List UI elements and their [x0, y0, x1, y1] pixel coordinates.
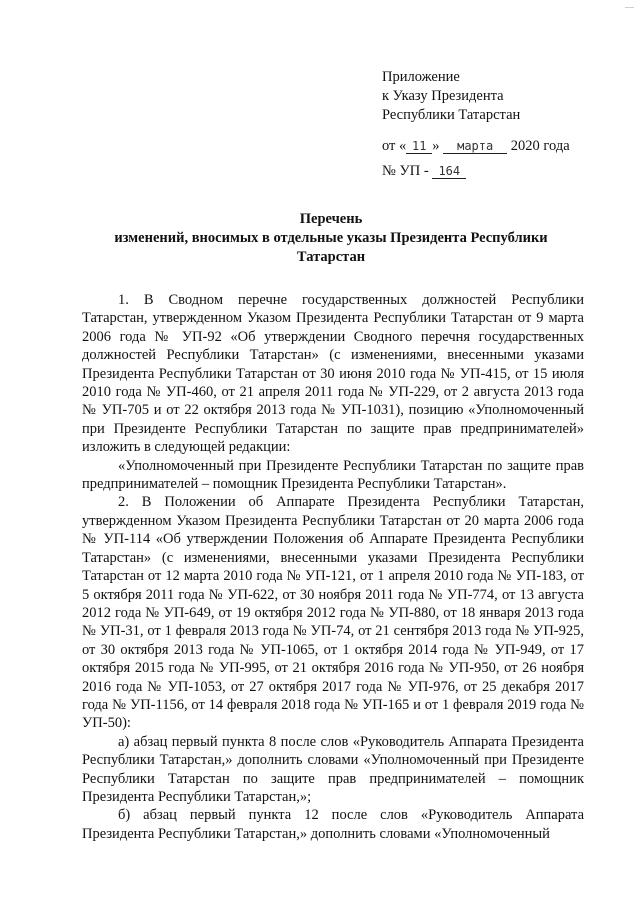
title-line-2: изменений, вносимых в отдельные указы Президента Республики	[114, 230, 548, 246]
date-day: 11	[406, 139, 432, 154]
paragraph-4: а) абзац первый пункта 8 после слов «Руководитель Аппарата Президента Республики Татарстан,» дополнить словами «Уполномоченный при Президенте Республики Татарстан по защите прав предпринимателей – помощник Президента Республики Татарстан,»;	[82, 733, 584, 805]
appendix-line-1: Приложение	[382, 69, 460, 85]
title-line-3: Татарстан	[296, 249, 366, 265]
appendix-line-2: к Указу Президента	[382, 88, 504, 104]
appendix-date	[382, 137, 570, 156]
paragraph-2: «Уполномоченный при Президенте Республики Татарстан по защите прав предпринимателей – помощник Президента Республики Татарстан».	[82, 457, 584, 493]
title-line-1: Перечень	[299, 211, 363, 227]
paragraph-1: 1. В Сводном перечне государственных должностей Республики Татарстан, утвержденном Указом Президента Республики Татарстан от 9 марта 2006 года № УП-92 «Об утверждении Сводного перечня государственных должностей Республики Татарстан» (с изменениями, внесенными указами Президента Республики Татарстан от 30 июня 2010 года № УП-415, от 15 июля 2010 года № УП-460, от 21 апреля 2011 года № УП-229, от 2 августа 2013 года № УП-705 и от 22 октября 2013 года № УП-1031), позицию «Уполномоченный при Президенте Республики Татарстан по защите прав предпринимателей» изложить в следующей редакции:	[82, 292, 584, 456]
appendix-line-3: Республики Татарстан	[382, 107, 521, 123]
document-title	[70, 210, 592, 267]
decree-number: 164	[432, 164, 466, 179]
appendix-header	[382, 68, 570, 181]
date-mid: »	[432, 138, 440, 154]
paragraph-5: б) абзац первый пункта 12 после слов «Руководитель Аппарата Президента Республики Татарстан,» дополнить словами «Уполномоченный	[82, 807, 584, 842]
document-body	[82, 291, 584, 843]
appendix-number	[382, 162, 570, 181]
appendix-gap	[382, 125, 570, 137]
date-prefix: от «	[382, 138, 407, 154]
date-year: 2020 года	[510, 138, 570, 154]
corner-mark: —	[625, 2, 634, 12]
paragraph-3: 2. В Положении об Аппарате Президента Республики Татарстан, утвержденном Указом Президента Республики Татарстан от 20 марта 2006 года № УП-114 «Об утверждении Положения об Аппарате Президента Республики Татарстан» (с изменениями, внесенными указами Президента Республики Татарстан от 12 марта 2010 года № УП-121, от 1 апреля 2010 года № УП-183, от 5 октября 2011 года № УП-622, от 30 ноября 2011 года № УП-774, от 13 августа 2012 года № УП-649, от 19 октября 2012 года № УП-880, от 18 января 2013 года № УП-31, от 1 февраля 2013 года № УП-74, от 21 сентября 2013 года № УП-925, от 30 октября 2013 года № УП-1065, от 1 октября 2014 года № УП-949, от 17 октября 2015 года № УП-995, от 21 октября 2016 года № УП-950, от 26 ноября 2016 года № УП-1053, от 27 октября 2017 года № УП-976, от 25 декабря 2017 года № УП-1156, от 14 февраля 2018 года № УП-165 и от 1 февраля 2019 года № УП-50):	[82, 494, 584, 732]
number-prefix: № УП -	[382, 163, 429, 179]
date-month: марта	[443, 139, 507, 154]
